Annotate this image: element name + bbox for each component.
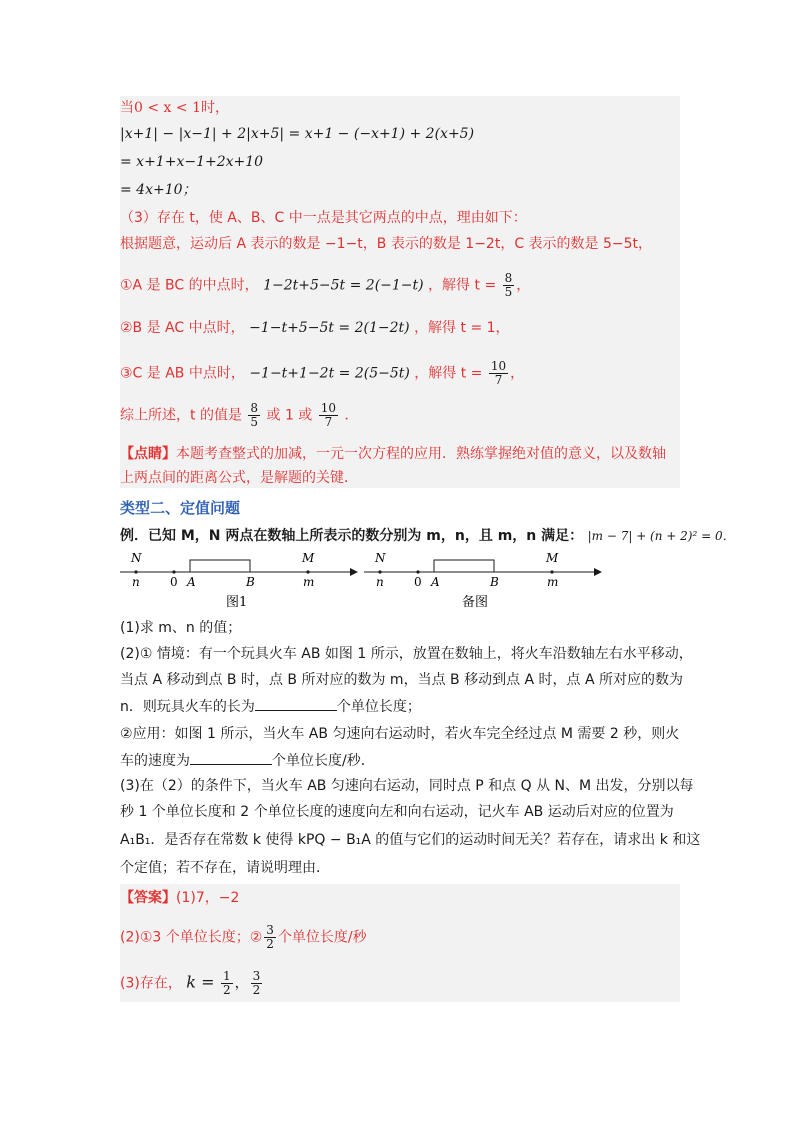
- case1-solve: ，解得 t =: [428, 277, 497, 294]
- fig1-caption: 图1: [226, 595, 248, 610]
- answer-line-1: [120, 888, 239, 908]
- question-3-line-2: 秒 1 个单位长度和 2 个单位长度的速度向左和向右运动，记火车 AB 运动后对应的位置为: [120, 804, 674, 820]
- answer-3-fraction-2: [251, 970, 263, 997]
- question-2-line-1: (2)① 情境：有一个玩具火车 AB 如图 1 所示，放置在数轴上，将火车沿数轴左右水平移动，: [120, 646, 693, 662]
- summary-fraction-1: [248, 402, 260, 429]
- fig2-label-m: m: [547, 575, 559, 589]
- fig2-label-N: N: [375, 551, 386, 565]
- example-formula: |m − 7| + (n + 2)² = 0．: [587, 529, 735, 543]
- case1-num: 8: [504, 271, 513, 285]
- answer-1: (1)7，−2: [176, 890, 240, 906]
- equation-line-1: |x+1| − |x−1| + 2|x+5| = x+1 − (−x+1) + 2(x+5): [120, 126, 475, 142]
- number-line-figures: [118, 548, 608, 610]
- fig2-label-zero: 0: [414, 575, 422, 589]
- figure-2: [364, 551, 602, 610]
- answer-2-post: 个单位长度/秒: [277, 929, 367, 946]
- fig1-label-M: M: [302, 551, 315, 565]
- summary-line: [120, 402, 359, 429]
- equation-line-2: = x+1+x−1+2x+10: [120, 154, 264, 170]
- case3-solve: ，解得 t =: [414, 365, 483, 382]
- answer-line-3: [120, 970, 264, 997]
- case3-num: 10: [490, 359, 507, 373]
- fig1-label-m: m: [303, 575, 315, 589]
- part3-intro: （3）存在 t，使 A、B、C 中一点是其它两点的中点，理由如下：: [120, 210, 527, 226]
- answer-3-sep: ，: [234, 975, 249, 992]
- question-2b-line-1: ②应用：如图 1 所示，当火车 AB 匀速向右运动时，若火车完全经过点 M 需要 2 秒，则火: [120, 726, 680, 742]
- case1-equation: 1−2t+5−5t = 2(−1−t): [263, 277, 424, 294]
- fig1-label-B: B: [246, 575, 255, 589]
- case2-line: [120, 318, 510, 338]
- answer-line-2: [120, 924, 367, 951]
- case2-solve: ，解得 t = 1，: [414, 320, 510, 336]
- answer-3-k: k =: [186, 972, 215, 992]
- question-3-line-1: (3)在（2）的条件下，当火车 AB 匀速向右运动，同时点 P 和点 Q 从 N、M 出发，分别以每: [120, 778, 694, 794]
- question-2-line-3-pre: n．则玩具火车的长为: [120, 699, 255, 715]
- answer-3-den-1: 2: [222, 983, 231, 997]
- fig2-label-M: M: [546, 551, 559, 565]
- summary-pre: 综上所述，t 的值是: [120, 407, 242, 424]
- example-text: 例．已知 M，N 两点在数轴上所表示的数分别为 m，n，且 m，n 满足：: [120, 528, 584, 544]
- question-2-line-2: 当点 A 移动到点 B 时，点 B 所对应的数为 m，当点 B 移动到点 A 时，点 A 所对应的数为: [120, 672, 684, 688]
- comment-line-1: [120, 444, 666, 464]
- answer-3-den-2: 2: [252, 983, 261, 997]
- answer-2-num: 3: [266, 923, 274, 937]
- summary-fraction-2: [319, 402, 338, 429]
- fig2-label-n: n: [376, 575, 384, 589]
- answer-2-den: 2: [266, 937, 274, 951]
- answer-3-num-2: 3: [252, 969, 261, 983]
- answer-3-num-1: 1: [222, 969, 231, 983]
- comment-text-1: 本题考查整式的加减，一元一次方程的应用．熟练掌握绝对值的意义，以及数轴: [176, 446, 666, 462]
- summary-num-2: 10: [320, 401, 337, 415]
- equation-line-3: = 4x+10；: [120, 182, 197, 198]
- part3-desc: 根据题意，运动后 A 表示的数是 −1−t，B 表示的数是 1−2t，C 表示的数是 5−5t，: [120, 236, 653, 252]
- fig1-label-n: n: [132, 575, 140, 589]
- question-1: (1)求 m、n 的值；: [120, 620, 242, 636]
- section-title: 类型二、定值问题: [120, 499, 241, 517]
- answer-2-pre: (2)①3 个单位长度；②: [120, 929, 263, 946]
- summary-den-2: 7: [324, 415, 333, 429]
- case-condition: 当0 < x < 1时，: [120, 100, 229, 116]
- question-2b-line-2: [120, 750, 375, 771]
- case1-den: 5: [504, 285, 513, 299]
- fig1-label-N: N: [131, 551, 142, 565]
- fig2-caption: 备图: [462, 595, 489, 610]
- case2-equation: −1−t+5−5t = 2(1−2t): [249, 320, 410, 336]
- fig2-label-B: B: [490, 575, 499, 589]
- answer-3-pre: (3)存在，: [120, 975, 182, 992]
- summary-mid: 或 1 或: [266, 407, 313, 424]
- figure-1: [120, 551, 358, 610]
- answer-3-fraction-1: [221, 970, 233, 997]
- question-2-line-3-post: 个单位长度；: [336, 699, 421, 715]
- question-2-line-3: [120, 696, 421, 717]
- case2-label: ②B 是 AC 中点时，: [120, 320, 245, 336]
- answer-blank-2: [190, 750, 272, 765]
- example-line-1: [120, 526, 735, 546]
- case1-line: ①A 是 BC 的中点时， 1−2t+5−5t = 2(−1−t) ，解得 t = $\frac{8}{5}$ ，: [120, 271, 531, 299]
- summary-den-1: 5: [250, 415, 259, 429]
- fig1-label-zero: 0: [170, 575, 178, 589]
- case1-fraction: [503, 272, 515, 299]
- question-3-line-3: A₁B₁．是否存在常数 k 使得 kPQ − B₁A 的值与它们的运动时间无关？若存在，请求出 k 和这: [120, 832, 701, 848]
- case3-den: 7: [494, 373, 503, 387]
- answer-2-fraction: [264, 924, 276, 951]
- summary-num-1: 8: [250, 401, 259, 415]
- question-2b-line-2-pre: 车的速度为: [120, 753, 190, 769]
- question-3-line-4: 个定值；若不存在，请说明理由．: [120, 860, 330, 876]
- fig1-label-A: A: [187, 575, 196, 589]
- case3-fraction: [489, 360, 508, 387]
- comment-line-2: 上两点间的距离公式，是解题的关键．: [120, 470, 358, 486]
- case1-label: ①A 是 BC 的中点时，: [120, 277, 259, 294]
- summary-end: ．: [344, 407, 359, 424]
- case3-equation: −1−t+1−2t = 2(5−5t): [249, 365, 410, 382]
- case3-label: ③C 是 AB 中点时，: [120, 365, 245, 382]
- question-2b-line-2-post: 个单位长度/秒．: [272, 753, 375, 769]
- answer-blank-1: [255, 696, 337, 711]
- case3-line: ③C 是 AB 中点时， −1−t+1−2t = 2(5−5t) ，解得 t = $\frac{10}{7}$ ，: [120, 359, 525, 387]
- fig2-label-A: A: [431, 575, 440, 589]
- comment-label: 【点睛】: [120, 446, 176, 462]
- answer-label: 【答案】: [120, 890, 176, 906]
